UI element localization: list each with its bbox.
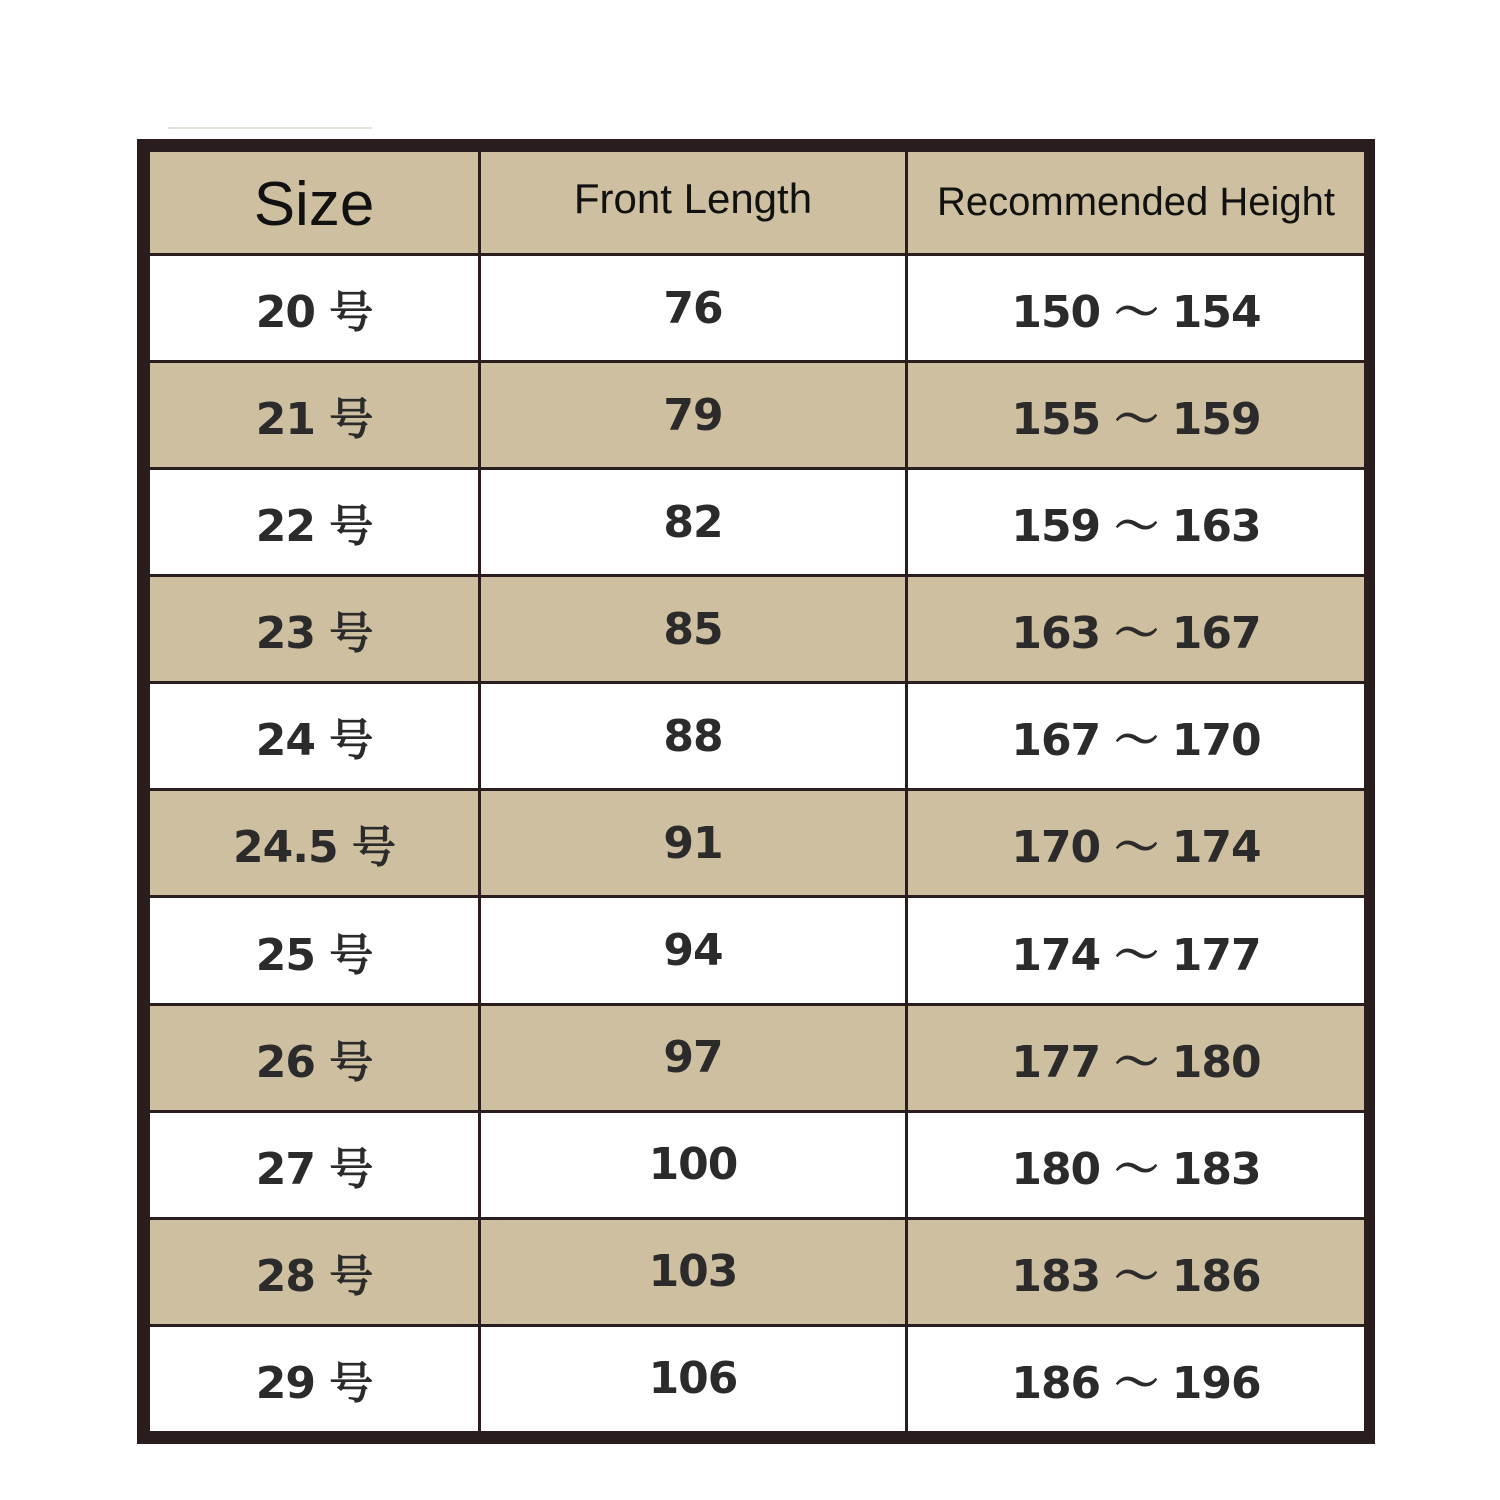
height-cell: 150 ～ 154	[907, 255, 1366, 362]
table-row	[149, 255, 1366, 362]
size-cell: 21 号	[149, 362, 480, 469]
height-cell: 170 ～ 174	[907, 790, 1366, 897]
front-length-cell: 94	[480, 897, 907, 1004]
header-front-length: Front Length	[480, 151, 907, 255]
table-row	[149, 897, 1366, 1004]
height-cell: 163 ～ 167	[907, 576, 1366, 683]
table-row	[149, 790, 1366, 897]
front-length-cell: 103	[480, 1218, 907, 1325]
table-row	[149, 1325, 1366, 1432]
front-length-cell: 88	[480, 683, 907, 790]
height-cell: 174 ～ 177	[907, 897, 1366, 1004]
size-chart-table	[147, 149, 1367, 1434]
header-size: Size	[149, 151, 480, 255]
size-cell: 28 号	[149, 1218, 480, 1325]
front-length-cell: 100	[480, 1111, 907, 1218]
table-row	[149, 1004, 1366, 1111]
header-row	[149, 151, 1366, 255]
size-cell: 25 号	[149, 897, 480, 1004]
table-row	[149, 683, 1366, 790]
front-length-cell: 79	[480, 362, 907, 469]
header-recommended-height: Recommended Height	[907, 151, 1366, 255]
height-cell: 155 ～ 159	[907, 362, 1366, 469]
table-row	[149, 1111, 1366, 1218]
size-cell: 26 号	[149, 1004, 480, 1111]
decorative-rule	[168, 127, 372, 129]
front-length-cell: 76	[480, 255, 907, 362]
size-cell: 27 号	[149, 1111, 480, 1218]
size-cell: 24 号	[149, 683, 480, 790]
size-cell: 22 号	[149, 469, 480, 576]
size-cell: 20 号	[149, 255, 480, 362]
front-length-cell: 85	[480, 576, 907, 683]
size-cell: 24.5 号	[149, 790, 480, 897]
front-length-cell: 97	[480, 1004, 907, 1111]
height-cell: 167 ～ 170	[907, 683, 1366, 790]
table-row	[149, 362, 1366, 469]
front-length-cell: 106	[480, 1325, 907, 1432]
height-cell: 186 ～ 196	[907, 1325, 1366, 1432]
front-length-cell: 82	[480, 469, 907, 576]
size-cell: 29 号	[149, 1325, 480, 1432]
size-cell: 23 号	[149, 576, 480, 683]
height-cell: 180 ～ 183	[907, 1111, 1366, 1218]
table-row	[149, 576, 1366, 683]
height-cell: 177 ～ 180	[907, 1004, 1366, 1111]
height-cell: 183 ～ 186	[907, 1218, 1366, 1325]
table-row	[149, 1218, 1366, 1325]
height-cell: 159 ～ 163	[907, 469, 1366, 576]
front-length-cell: 91	[480, 790, 907, 897]
table-row	[149, 469, 1366, 576]
